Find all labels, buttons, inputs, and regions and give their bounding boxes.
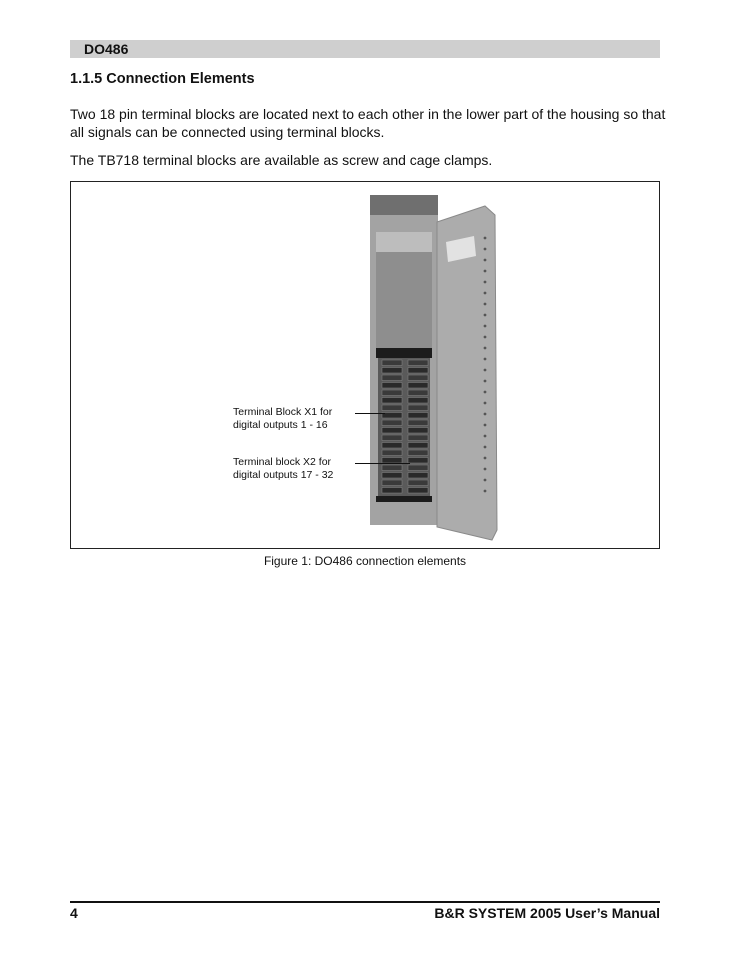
door-rib — [484, 413, 487, 416]
terminal-clamp — [382, 428, 402, 434]
door-rib — [484, 468, 487, 471]
callout-x1-line1: Terminal Block X1 for — [233, 406, 333, 418]
door-rib — [484, 237, 487, 240]
paragraph: The TB718 terminal blocks are available as screw and cage clamps. — [70, 152, 493, 168]
module-top-cap — [370, 195, 438, 215]
callout-x2-line2: digital outputs 17 - 32 — [233, 469, 334, 481]
header-title: DO486 — [84, 41, 129, 57]
terminal-clamp — [382, 405, 402, 411]
door-rib — [484, 292, 487, 295]
terminal-clamp — [408, 383, 428, 389]
door-rib — [484, 325, 487, 328]
terminal-clamp — [382, 413, 402, 419]
callout-x1-line2: digital outputs 1 - 16 — [233, 419, 328, 431]
door-rib — [484, 391, 487, 394]
door-rib — [484, 380, 487, 383]
terminal-clamp — [408, 473, 428, 479]
led-panel — [376, 252, 432, 348]
terminal-clamp — [382, 465, 402, 471]
terminal-clamp — [382, 488, 402, 494]
page-number: 4 — [70, 905, 78, 921]
figure-caption: Figure 1: DO486 connection elements — [263, 554, 467, 568]
paragraph-line: Two 18 pin terminal blocks are located next to each other in the lower part of the housing so that — [70, 106, 666, 122]
terminal-clamp — [382, 383, 402, 389]
callout-x2 — [233, 456, 333, 482]
terminal-clamp — [382, 368, 402, 374]
terminal-clamp — [382, 473, 402, 479]
terminal-clamp — [408, 480, 428, 486]
terminal-clamp — [382, 375, 402, 381]
terminal-clamp — [408, 398, 428, 404]
door-rib — [484, 490, 487, 493]
terminal-clamp — [382, 420, 402, 426]
terminal-clamp — [408, 390, 428, 396]
door-rib — [484, 303, 487, 306]
door-rib — [484, 435, 487, 438]
section-heading: 1.1.5 Connection Elements — [70, 71, 255, 87]
paragraph-line: all signals can be connected using terminal blocks. — [70, 124, 385, 140]
callout-x2-line1: Terminal block X2 for — [233, 456, 332, 468]
footer-rule — [70, 901, 660, 903]
terminal-clamp — [408, 413, 428, 419]
door-rib — [484, 424, 487, 427]
callout-line-x2 — [355, 463, 410, 464]
door-rib — [484, 479, 487, 482]
door-rib — [484, 259, 487, 262]
door-rib — [484, 314, 487, 317]
terminal-clamp — [408, 428, 428, 434]
terminal-clamp — [382, 450, 402, 456]
terminal-clamp — [408, 443, 428, 449]
terminal-clamp — [408, 488, 428, 494]
door-rib — [484, 446, 487, 449]
door-rib — [484, 248, 487, 251]
terminal-clamp — [382, 390, 402, 396]
terminal-clamp — [382, 360, 402, 366]
door-rib — [484, 347, 487, 350]
module-label-strip — [376, 232, 432, 252]
terminal-clamp — [382, 398, 402, 404]
door-rib — [484, 281, 487, 284]
door-rib — [484, 358, 487, 361]
terminal-bottom-edge — [376, 496, 432, 502]
terminal-clamp — [408, 360, 428, 366]
terminal-clamp — [408, 465, 428, 471]
terminal-clamp — [408, 458, 428, 464]
terminal-clamp — [408, 420, 428, 426]
terminal-clamp — [408, 435, 428, 441]
terminal-clamp — [382, 435, 402, 441]
terminal-clamp — [408, 375, 428, 381]
callout-line-x1 — [355, 413, 385, 414]
terminal-clamp — [408, 450, 428, 456]
terminal-clamp — [382, 443, 402, 449]
terminal-clamp — [408, 405, 428, 411]
terminal-clamp — [408, 368, 428, 374]
door-rib — [484, 402, 487, 405]
door-rib — [484, 270, 487, 273]
terminal-top-edge — [376, 348, 432, 358]
door-rib — [484, 336, 487, 339]
terminal-clamp — [382, 480, 402, 486]
callout-x1 — [233, 406, 332, 432]
manual-title: B&R SYSTEM 2005 User’s Manual — [434, 905, 660, 921]
door-rib — [484, 457, 487, 460]
door-rib — [484, 369, 487, 372]
